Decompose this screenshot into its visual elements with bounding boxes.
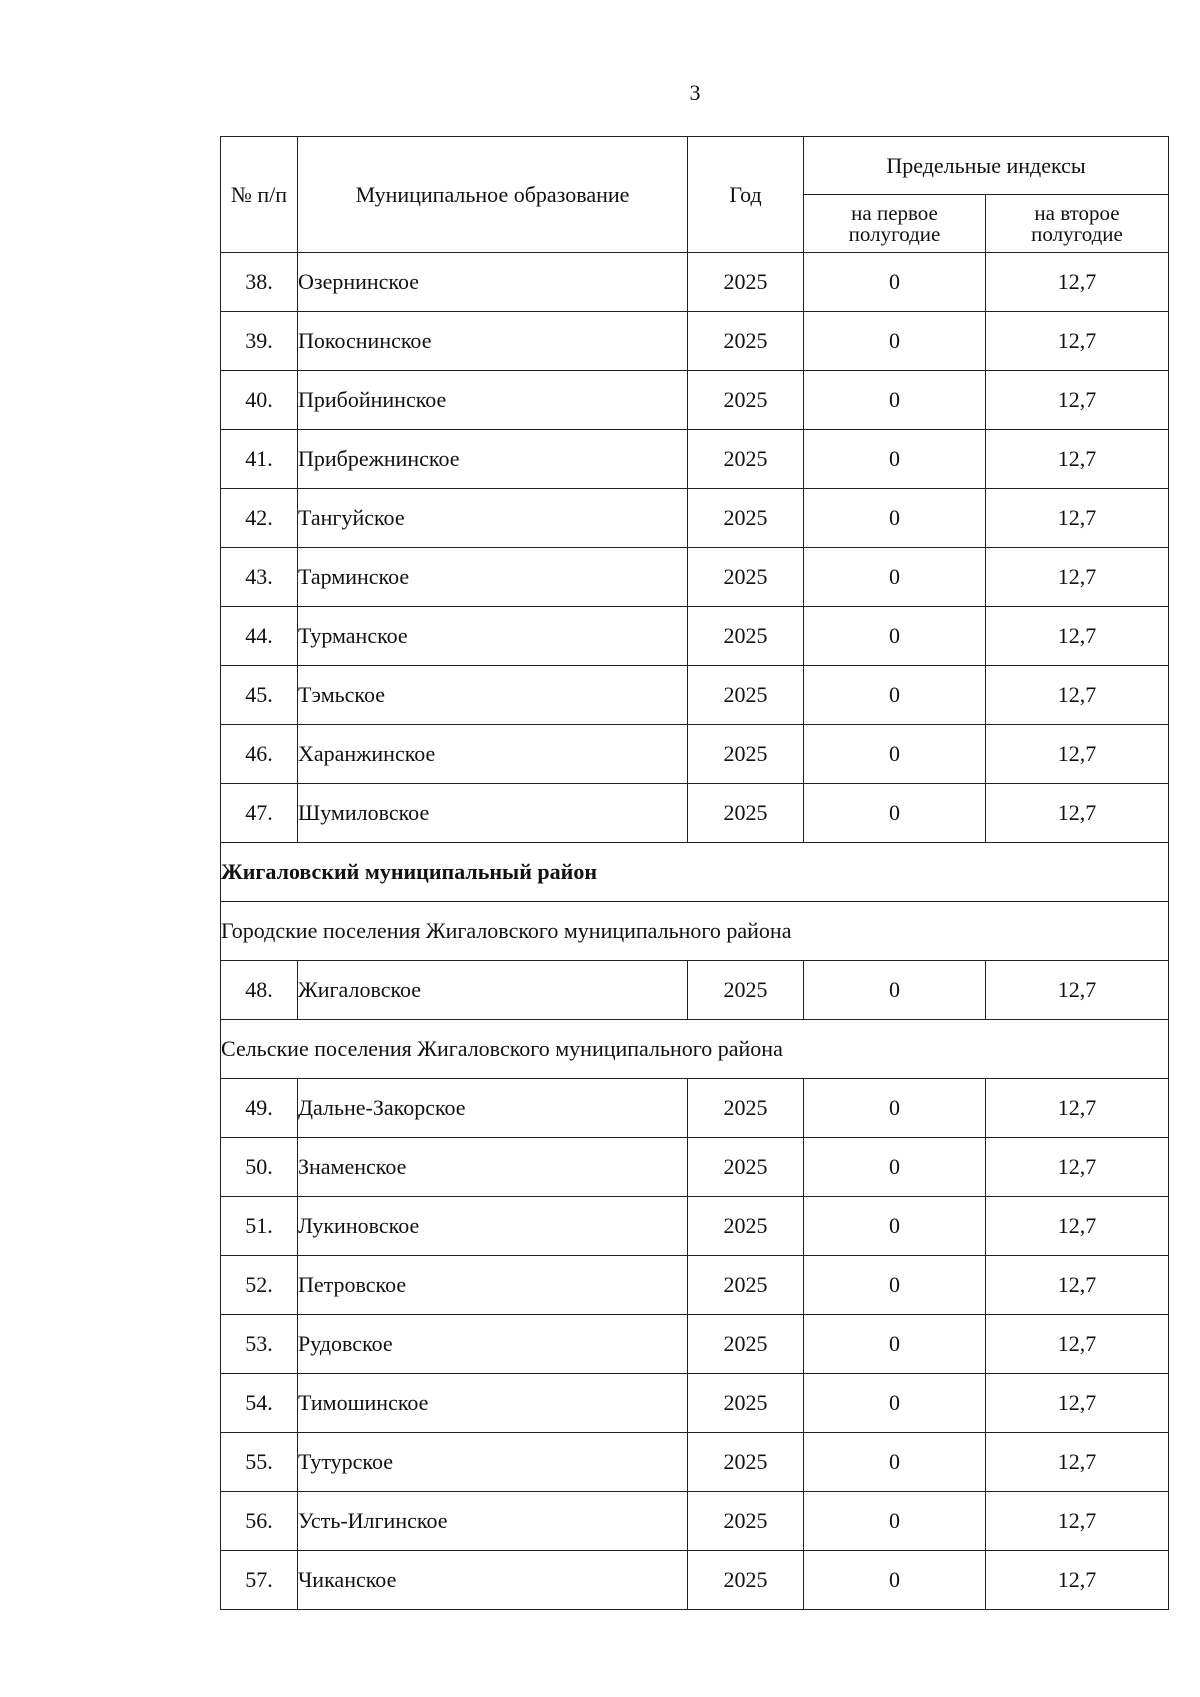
row-number: 42. [221, 489, 298, 548]
row-number: 53. [221, 1315, 298, 1374]
row-number: 39. [221, 312, 298, 371]
second-half-index: 12,7 [986, 1138, 1169, 1197]
year-cell: 2025 [688, 1551, 804, 1610]
row-number: 51. [221, 1197, 298, 1256]
first-half-index: 0 [804, 253, 986, 312]
rural-section [221, 1020, 1169, 1079]
column-header-number: № п/п [221, 137, 298, 253]
year-cell: 2025 [688, 607, 804, 666]
second-half-index: 12,7 [986, 1492, 1169, 1551]
first-half-index: 0 [804, 430, 986, 489]
year-cell: 2025 [688, 371, 804, 430]
municipality-name: Усть-Илгинское [298, 1492, 688, 1551]
row-number: 44. [221, 607, 298, 666]
second-half-index: 12,7 [986, 253, 1169, 312]
second-half-index: 12,7 [986, 1256, 1169, 1315]
municipality-name: Тарминское [298, 548, 688, 607]
second-half-index: 12,7 [986, 489, 1169, 548]
table-row [221, 1256, 1169, 1315]
municipality-name: Лукиновское [298, 1197, 688, 1256]
table-row [221, 1138, 1169, 1197]
municipality-name: Дальне-Закорское [298, 1079, 688, 1138]
municipality-name: Турманское [298, 607, 688, 666]
first-half-index: 0 [804, 1551, 986, 1610]
row-number: 46. [221, 725, 298, 784]
year-cell: 2025 [688, 1256, 804, 1315]
municipality-name: Тутурское [298, 1433, 688, 1492]
year-cell: 2025 [688, 489, 804, 548]
row-number: 47. [221, 784, 298, 843]
first-half-index: 0 [804, 1315, 986, 1374]
first-half-index: 0 [804, 548, 986, 607]
second-half-index: 12,7 [986, 1551, 1169, 1610]
first-half-index: 0 [804, 371, 986, 430]
column-header-second-half: на второе полугодие [986, 195, 1169, 253]
first-half-index: 0 [804, 961, 986, 1020]
row-number: 56. [221, 1492, 298, 1551]
first-half-index: 0 [804, 1079, 986, 1138]
first-half-index: 0 [804, 1492, 986, 1551]
second-half-index: 12,7 [986, 666, 1169, 725]
row-number: 57. [221, 1551, 298, 1610]
table-row [221, 1374, 1169, 1433]
second-half-index: 12,7 [986, 1197, 1169, 1256]
second-half-index: 12,7 [986, 430, 1169, 489]
first-half-index: 0 [804, 784, 986, 843]
table-row [221, 312, 1169, 371]
year-cell: 2025 [688, 961, 804, 1020]
first-half-index: 0 [804, 607, 986, 666]
year-cell: 2025 [688, 430, 804, 489]
second-half-index: 12,7 [986, 312, 1169, 371]
table-row [221, 1197, 1169, 1256]
municipality-name: Чиканское [298, 1551, 688, 1610]
first-half-index: 0 [804, 312, 986, 371]
column-header-limit-indices: Предельные индексы [804, 137, 1169, 195]
second-half-index: 12,7 [986, 371, 1169, 430]
column-header-year: Год [688, 137, 804, 253]
rural-settlements-heading: Сельские поселения Жигаловского муниципального района [221, 1020, 1169, 1079]
municipality-name: Харанжинское [298, 725, 688, 784]
district-heading: Жигаловский муниципальный район [221, 843, 1169, 902]
second-half-index: 12,7 [986, 725, 1169, 784]
first-half-index: 0 [804, 1256, 986, 1315]
row-number: 48. [221, 961, 298, 1020]
year-cell: 2025 [688, 1433, 804, 1492]
municipality-name: Рудовское [298, 1315, 688, 1374]
second-half-index: 12,7 [986, 1374, 1169, 1433]
district-section [221, 843, 1169, 961]
municipality-name: Тангуйское [298, 489, 688, 548]
table-row [221, 607, 1169, 666]
table-row [221, 666, 1169, 725]
second-half-index: 12,7 [986, 1433, 1169, 1492]
first-half-index: 0 [804, 1138, 986, 1197]
year-cell: 2025 [688, 784, 804, 843]
year-cell: 2025 [688, 1315, 804, 1374]
municipality-name: Знаменское [298, 1138, 688, 1197]
first-half-index: 0 [804, 489, 986, 548]
year-cell: 2025 [688, 312, 804, 371]
row-number: 49. [221, 1079, 298, 1138]
table-row [221, 961, 1169, 1020]
year-cell: 2025 [688, 1079, 804, 1138]
second-half-index: 12,7 [986, 784, 1169, 843]
row-number: 45. [221, 666, 298, 725]
first-half-index: 0 [804, 1374, 986, 1433]
first-half-index: 0 [804, 1433, 986, 1492]
row-number: 41. [221, 430, 298, 489]
municipality-name: Жигаловское [298, 961, 688, 1020]
year-cell: 2025 [688, 253, 804, 312]
row-number: 55. [221, 1433, 298, 1492]
table-row [221, 725, 1169, 784]
row-number: 40. [221, 371, 298, 430]
table-row [221, 1079, 1169, 1138]
second-half-index: 12,7 [986, 1079, 1169, 1138]
table-row [221, 1315, 1169, 1374]
first-half-index: 0 [804, 1197, 986, 1256]
year-cell: 2025 [688, 725, 804, 784]
page-number: 3 [689, 80, 701, 105]
year-cell: 2025 [688, 1197, 804, 1256]
row-number: 43. [221, 548, 298, 607]
row-number: 54. [221, 1374, 298, 1433]
year-cell: 2025 [688, 1374, 804, 1433]
municipality-name: Тэмьское [298, 666, 688, 725]
first-half-index: 0 [804, 725, 986, 784]
column-header-first-half: на первое полугодие [804, 195, 986, 253]
municipality-name: Озернинское [298, 253, 688, 312]
limit-indices-table [220, 136, 1169, 1610]
municipality-name: Тимошинское [298, 1374, 688, 1433]
municipality-name: Покоснинское [298, 312, 688, 371]
second-half-index: 12,7 [986, 961, 1169, 1020]
column-header-municipality: Муниципальное образование [298, 137, 688, 253]
municipality-name: Петровское [298, 1256, 688, 1315]
row-number: 50. [221, 1138, 298, 1197]
table-row [221, 1492, 1169, 1551]
table-row [221, 784, 1169, 843]
table-row [221, 489, 1169, 548]
table-row [221, 430, 1169, 489]
year-cell: 2025 [688, 1492, 804, 1551]
year-cell: 2025 [688, 666, 804, 725]
first-half-index: 0 [804, 666, 986, 725]
municipality-name: Прибрежнинское [298, 430, 688, 489]
table-body-rural [221, 1079, 1169, 1610]
table-row [221, 1433, 1169, 1492]
row-number: 52. [221, 1256, 298, 1315]
municipality-name: Прибойнинское [298, 371, 688, 430]
table-body-group-a [221, 253, 1169, 843]
second-half-index: 12,7 [986, 1315, 1169, 1374]
table-body-urban [221, 961, 1169, 1020]
second-half-index: 12,7 [986, 607, 1169, 666]
table-row [221, 253, 1169, 312]
second-half-index: 12,7 [986, 548, 1169, 607]
row-number: 38. [221, 253, 298, 312]
urban-settlements-heading: Городские поселения Жигаловского муниципального района [221, 902, 1169, 961]
year-cell: 2025 [688, 548, 804, 607]
year-cell: 2025 [688, 1138, 804, 1197]
table-header [221, 137, 1169, 253]
table-row [221, 371, 1169, 430]
table-row [221, 1551, 1169, 1610]
municipality-name: Шумиловское [298, 784, 688, 843]
table-row [221, 548, 1169, 607]
